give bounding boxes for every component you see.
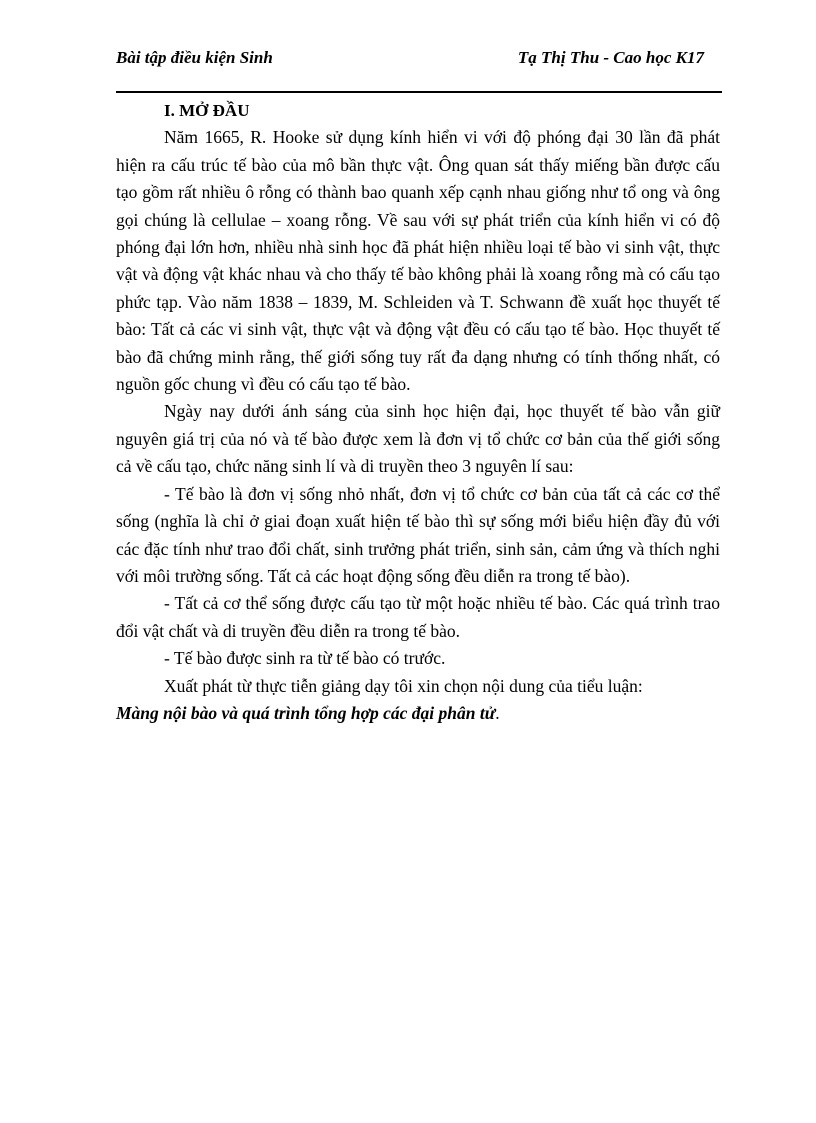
topic-title: Màng nội bào và quá trình tổng hợp các đại phân tử — [116, 702, 496, 723]
principle-item-2: - Tất cả cơ thể sống được cấu tạo từ một hoặc nhiều tế bào. Các quá trình trao đổi vật chất và di truyền đều diễn ra trong tế bào. — [116, 593, 720, 641]
header-rule — [116, 91, 722, 93]
topic-period: . — [495, 702, 500, 723]
topic-line — [116, 700, 720, 727]
section-heading: I. MỞ ĐẦU — [164, 101, 250, 120]
paragraph-history: Năm 1665, R. Hooke sử dụng kính hiển vi với độ phóng đại 30 lần đã phát hiện ra cấu trúc tế bào của mô bần thực vật. Ông quan sát thấy miếng bần được cấu tạo gồm rất nhiều ô rỗng có thành bao quanh xếp cạnh nhau giống như tổ ong và ông gọi chúng là cellulae – xoang rỗng. Về sau với sự phát triển của kính hiển vi có độ phóng đại lớn hơn, nhiều nhà sinh học đã phát hiện nhiều loại tế bào vi sinh vật, thực vật và động vật khác nhau và cho thấy tế bào không phải là xoang rỗng mà có cấu tạo phức tạp. Vào năm 1838 – 1839, M. Schleiden và T. Schwann đề xuất học thuyết tế bào: Tất cả các vi sinh vật, thực vật và động vật đều có cấu tạo tế bào. Học thuyết tế bào đã chứng minh rằng, thế giới sống tuy rất đa dạng nhưng có tính thống nhất, có nguồn gốc chung vì đều có cấu tạo tế bào. — [116, 127, 720, 395]
document-body — [116, 97, 720, 727]
principle-item-1: - Tế bào là đơn vị sống nhỏ nhất, đơn vị tổ chức cơ bản của tất cả các cơ thể sống (nghĩa là chỉ ở giai đoạn xuất hiện tế bào thì sự sống mới biểu hiện đầy đủ với các đặc tính như trao đổi chất, sinh trưởng phát triển, sinh sản, cảm ứng và thích nghi với môi trường sống. Tất cả các hoạt động sống đều diễn ra trong tế bào). — [116, 483, 720, 586]
paragraph-modern: Ngày nay dưới ánh sáng của sinh học hiện đại, học thuyết tế bào vẫn giữ nguyên giá trị của nó và tế bào được xem là đơn vị tổ chức cơ bản của thế giới sống cả về cấu tạo, chức năng sinh lí và di truyền theo 3 nguyên lí sau: — [116, 401, 720, 477]
paragraph-choice: Xuất phát từ thực tiễn giảng dạy tôi xin chọn nội dung của tiểu luận: — [164, 675, 643, 696]
header-left-title: Bài tập điều kiện Sinh — [116, 48, 273, 67]
page-header — [116, 48, 722, 92]
principle-item-3: - Tế bào được sinh ra từ tế bào có trước. — [164, 648, 446, 669]
header-author: Tạ Thị Thu - Cao học K17 — [517, 48, 704, 67]
